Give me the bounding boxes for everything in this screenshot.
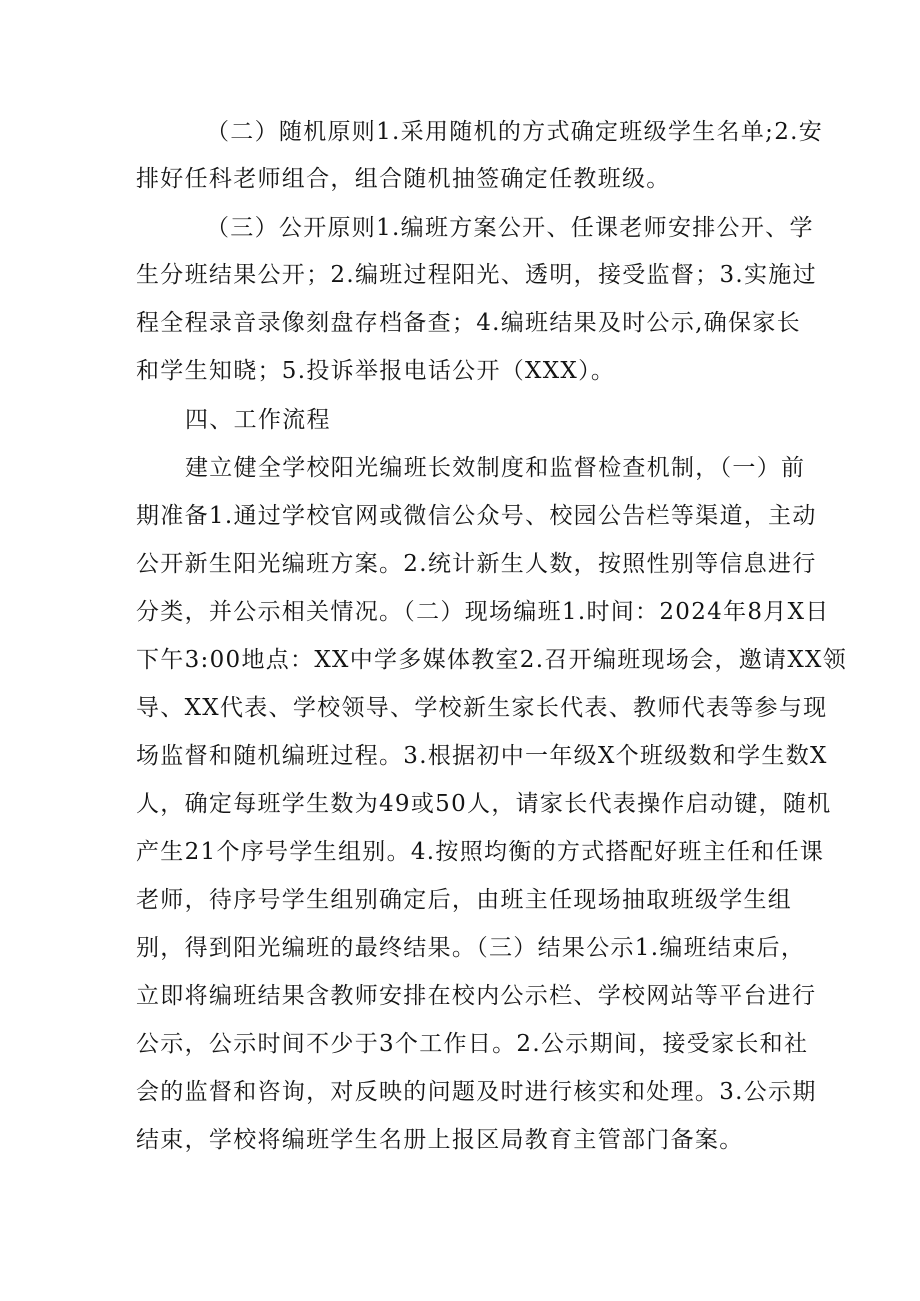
paragraph-line: 会的监督和咨询，对反映的问题及时进行核实和处理。3.公示期	[136, 1079, 817, 1105]
paragraph-line: 排好任科老师组合，组合随机抽签确定任教班级。	[136, 166, 671, 192]
paragraph-line: 立即将编班结果含教师安排在校内公示栏、学校网站等平台进行	[136, 983, 817, 1009]
paragraph-line: 结束，学校将编班学生名册上报区局教育主管部门备案。	[136, 1127, 744, 1153]
paragraph-line: 场监督和随机编班过程。3.根据初中一年级X个班级数和学生数X	[136, 743, 828, 769]
paragraph-line: （二）随机原则1.采用随机的方式确定班级学生名单;2.安	[206, 119, 824, 145]
paragraph-line: 下午3:00地点：XX中学多媒体教室2.召开编班现场会，邀请XX领	[136, 647, 847, 673]
paragraph-line: 公开新生阳光编班方案。2.统计新生人数，按照性别等信息进行	[136, 551, 817, 577]
paragraph-line: 建立健全学校阳光编班长效制度和监督检查机制，（一）前	[185, 455, 806, 481]
paragraph-line: 人，确定每班学生数为49或50人，请家长代表操作启动键，随机	[136, 791, 832, 817]
paragraph-line: 别，得到阳光编班的最终结果。（三）结果公示1.编班结束后，	[136, 935, 806, 961]
paragraph-line: 程全程录音录像刻盘存档备查；4.编班结果及时公示,确保家长	[136, 310, 801, 336]
paragraph-line: （三）公开原则1.编班方案公开、任课老师安排公开、学	[206, 215, 814, 241]
paragraph-line: 和学生知晓；5.投诉举报电话公开（XXX）。	[136, 358, 616, 384]
paragraph-line: 老师，待序号学生组别确定后，由班主任现场抽取班级学生组	[136, 887, 793, 913]
paragraph-line: 公示，公示时间不少于3个工作日。2.公示期间，接受家长和社	[136, 1031, 809, 1057]
paragraph-line: 分类，并公示相关情况。（二）现场编班1.时间：2024年8月X日	[136, 599, 830, 625]
section-heading: 四、工作流程	[185, 407, 331, 433]
paragraph-line: 产生21个序号学生组别。4.按照均衡的方式搭配好班主任和任课	[136, 839, 825, 865]
paragraph-line: 导、XX代表、学校领导、学校新生家长代表、教师代表等参与现	[136, 695, 828, 721]
paragraph-line: 生分班结果公开；2.编班过程阳光、透明，接受监督；3.实施过	[136, 262, 817, 288]
paragraph-line: 期准备1.通过学校官网或微信公众号、校园公告栏等渠道，主动	[136, 503, 817, 529]
